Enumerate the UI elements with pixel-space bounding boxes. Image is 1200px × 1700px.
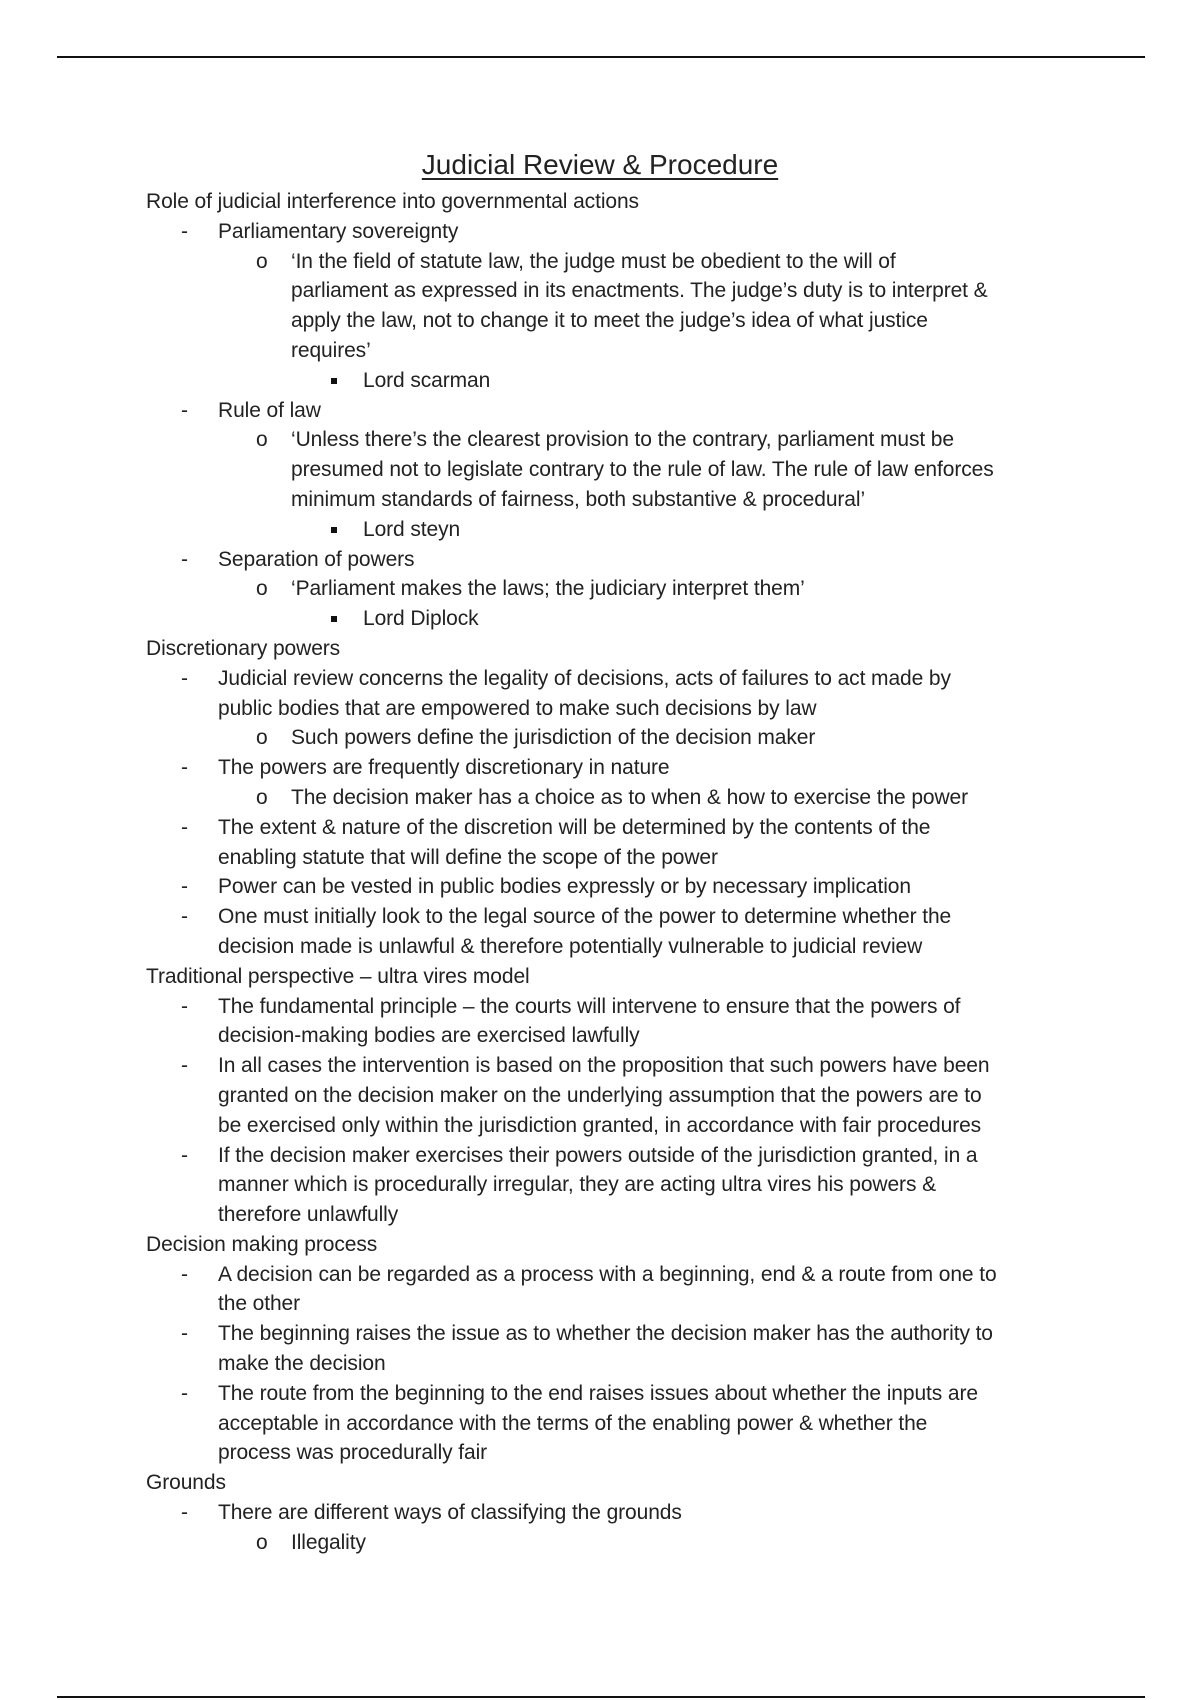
list-item-continuation: manner which is procedurally irregular, they are acting ultra vires his powers & [218, 1173, 936, 1197]
dash-marker: - [181, 1262, 188, 1286]
section-heading: Discretionary powers [146, 636, 341, 660]
list-item-continuation: enabling statute that will define the scope of the power [218, 845, 718, 869]
section-heading: Decision making process [146, 1232, 378, 1256]
quote-line: o ‘Unless there’s the clearest provision to the contrary, parliament must be [0, 425, 1200, 455]
quote-line: minimum standards of fairness, both substantive & procedural’ [291, 487, 866, 511]
quote-line: requires’ [291, 338, 371, 362]
list-item-continuation: acceptable in accordance with the terms of the enabling power & whether the [218, 1411, 928, 1435]
dash-marker: - [181, 219, 188, 243]
dash-marker: - [181, 875, 188, 899]
list-item-continuation: decision made is unlawful & therefore potentially vulnerable to judicial review [218, 934, 923, 958]
circle-marker: o [256, 1530, 268, 1554]
dash-marker: - [181, 815, 188, 839]
circle-marker: o [256, 726, 268, 750]
list-item: - Parliamentary sovereignty [0, 217, 1200, 247]
dash-marker: - [181, 547, 188, 571]
circle-marker: o [256, 785, 268, 809]
header-rule [57, 56, 1145, 58]
list-item: - One must initially look to the legal source of the power to determine whether the [0, 902, 1200, 932]
list-item-continuation: the other [218, 1292, 300, 1316]
footer-rule [57, 1696, 1145, 1698]
dash-marker: - [181, 666, 188, 690]
dash-marker: - [181, 1143, 188, 1167]
list-item: - Power can be vested in public bodies expressly or by necessary implication [0, 872, 1200, 902]
quote-line: o ‘In the field of statute law, the judge must be obedient to the will of [0, 247, 1200, 277]
list-item-continuation: be exercised only within the jurisdiction granted, in accordance with fair procedures [218, 1113, 982, 1137]
quote-line: presumed not to legislate contrary to the rule of law. The rule of law enforces [291, 458, 994, 482]
dash-marker: - [181, 1501, 188, 1525]
list-item-continuation: process was procedurally fair [218, 1441, 488, 1465]
list-item: - There are different ways of classifying the grounds [0, 1498, 1200, 1528]
square-bullet-icon [331, 527, 337, 533]
list-item-continuation: make the decision [218, 1352, 386, 1376]
section-heading: Traditional perspective – ultra vires model [146, 964, 530, 988]
circle-marker: o [256, 428, 268, 452]
sub-item: o Such powers define the jurisdiction of the decision maker [0, 723, 1200, 753]
list-item: - The fundamental principle – the courts will intervene to ensure that the powers of [0, 992, 1200, 1022]
circle-marker: o [256, 249, 268, 273]
list-item: - In all cases the intervention is based on the proposition that such powers have been [0, 1051, 1200, 1081]
sub-item: o Illegality [0, 1528, 1200, 1558]
quote-line: parliament as expressed in its enactments. The judge’s duty is to interpret & [291, 279, 988, 303]
list-item: - The powers are frequently discretionary in nature [0, 753, 1200, 783]
list-item: - A decision can be regarded as a process with a beginning, end & a route from one to [0, 1260, 1200, 1290]
list-item: - Judicial review concerns the legality of decisions, acts of failures to act made by [0, 664, 1200, 694]
dash-marker: - [181, 905, 188, 929]
quote-line: o ‘Parliament makes the laws; the judiciary interpret them’ [0, 574, 1200, 604]
document-body [0, 187, 1200, 1558]
list-item: - Rule of law [0, 396, 1200, 426]
page-title: Judicial Review & Procedure [421, 149, 779, 180]
square-bullet-icon [331, 616, 337, 622]
list-item: - Separation of powers [0, 545, 1200, 575]
list-item: - The extent & nature of the discretion will be determined by the contents of the [0, 813, 1200, 843]
dash-marker: - [181, 398, 188, 422]
dash-marker: - [181, 994, 188, 1018]
list-item: - If the decision maker exercises their powers outside of the jurisdiction granted, in a [0, 1141, 1200, 1171]
dash-marker: - [181, 756, 188, 780]
quote-source: Lord Diplock [0, 604, 1200, 634]
section-heading: Role of judicial interference into governmental actions [146, 190, 639, 213]
list-item-continuation: granted on the decision maker on the underlying assumption that the powers are to [218, 1083, 982, 1107]
square-bullet-icon [331, 378, 337, 384]
quote-source: Lord scarman [0, 366, 1200, 396]
circle-marker: o [256, 577, 268, 601]
quote-source: Lord steyn [0, 515, 1200, 545]
list-item: - The beginning raises the issue as to whether the decision maker has the authority to [0, 1319, 1200, 1349]
list-item-continuation: public bodies that are empowered to make such decisions by law [218, 696, 817, 720]
dash-marker: - [181, 1381, 188, 1405]
list-item-continuation: decision-making bodies are exercised lawfully [218, 1024, 640, 1048]
quote-line: apply the law, not to change it to meet the judge’s idea of what justice [291, 309, 928, 333]
dash-marker: - [181, 1054, 188, 1078]
sub-item: o The decision maker has a choice as to when & how to exercise the power [0, 783, 1200, 813]
dash-marker: - [181, 1322, 188, 1346]
list-item: - The route from the beginning to the end raises issues about whether the inputs are [0, 1379, 1200, 1409]
section-heading: Grounds [146, 1471, 226, 1495]
list-item-continuation: therefore unlawfully [218, 1203, 399, 1227]
